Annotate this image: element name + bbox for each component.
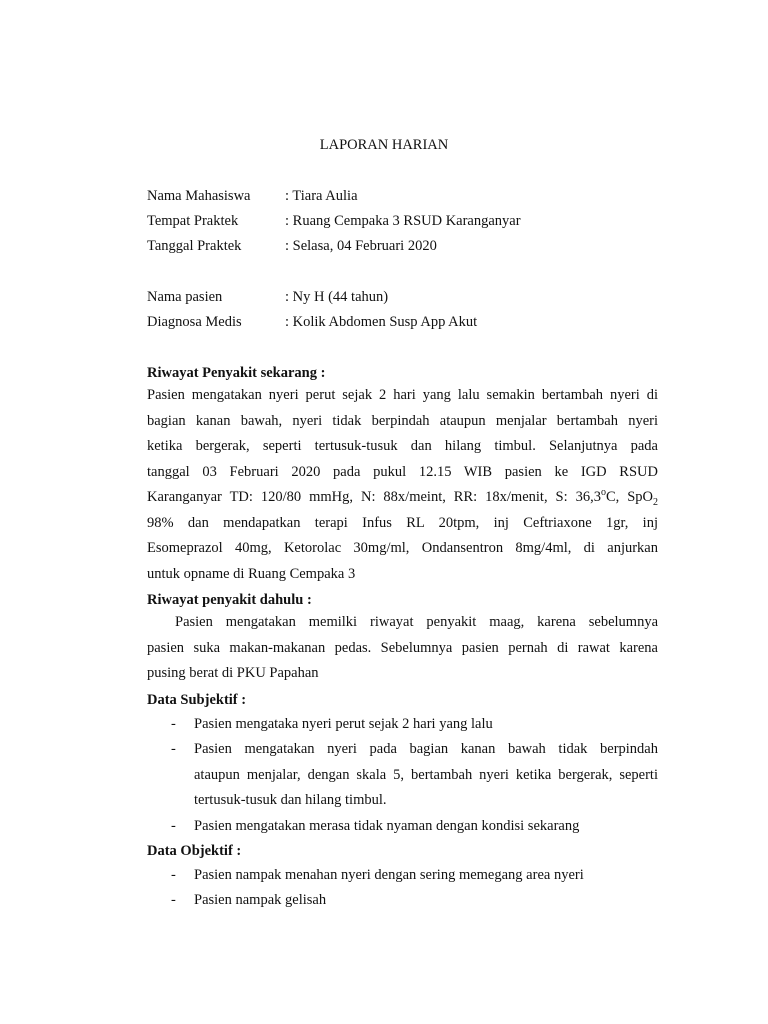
paragraph-line: Pasien mengatakan nyeri perut sejak 2 hari yang lalu semakin bertambah nyeri di	[147, 387, 658, 403]
list-item-text	[194, 814, 658, 840]
info-label: Tanggal Praktek	[147, 238, 242, 254]
bullet-dash: -	[171, 818, 176, 834]
paragraph-line: bagian kanan bawah, nyeri tidak berpindah ataupun menjalar bertambah nyeri	[147, 412, 658, 429]
paragraph-line: tanggal 03 Februari 2020 pada pukul 12.15 WIB pasien ke IGD RSUD	[147, 463, 658, 480]
info-label: Tempat Praktek	[147, 213, 239, 229]
list-item-line: Pasien mengatakan merasa tidak nyaman dengan kondisi sekarang	[194, 818, 580, 834]
paragraph-riwayat-dahulu	[147, 610, 658, 687]
list-item-line: ataupun menjalar, dengan skala 5, bertambah nyeri ketika bergerak, seperti	[194, 766, 658, 783]
bullet-dash: -	[171, 716, 176, 732]
info-label: Diagnosa Medis	[147, 314, 242, 330]
paragraph-line: Esomeprazol 40mg, Ketorolac 30mg/ml, Ondansentron 8mg/4ml, di anjurkan	[147, 540, 658, 556]
list-item-line: Pasien mengatakan nyeri pada bagian kanan bawah tidak berpindah	[194, 741, 658, 757]
list-item-line: Pasien mengataka nyeri perut sejak 2 hari yang lalu	[194, 716, 493, 732]
bullet-dash: -	[171, 867, 176, 883]
list-item-text	[194, 712, 658, 738]
paragraph-line: ketika bergerak, seperti tertusuk-tusuk dan hilang timbul. Selanjutnya pada	[147, 438, 658, 454]
section-heading-data-objektif: Data Objektif :	[147, 843, 242, 859]
section-heading-riwayat-sekarang: Riwayat Penyakit sekarang :	[147, 365, 326, 381]
paragraph-line-vitals	[147, 485, 658, 511]
info-value: : Tiara Aulia	[285, 188, 358, 204]
info-value: : Ruang Cempaka 3 RSUD Karanganyar	[285, 213, 521, 229]
paragraph-line: 98% dan mendapatkan terapi Infus RL 20tpm, inj Ceftriaxone 1gr, inj	[147, 514, 658, 531]
document-title: LAPORAN HARIAN	[319, 137, 449, 153]
paragraph-line: untuk opname di Ruang Cempaka 3	[147, 565, 356, 582]
paragraph-line: pasien suka makan-makanan pedas. Sebelumnya pasien pernah di rawat karena	[147, 639, 658, 656]
info-label: Nama Mahasiswa	[147, 188, 251, 204]
list-item-text	[194, 863, 658, 889]
spo2-sub: 2	[653, 496, 658, 508]
info-value: : Kolik Abdomen Susp App Akut	[285, 314, 478, 330]
info-value: : Selasa, 04 Februari 2020	[285, 238, 437, 254]
section-heading-data-subjektif: Data Subjektif :	[147, 692, 247, 708]
info-label: Nama pasien	[147, 289, 223, 305]
bullet-dash: -	[171, 892, 176, 908]
info-value: : Ny H (44 tahun)	[285, 289, 389, 305]
list-item-line: Pasien nampak menahan nyeri dengan sering memegang area nyeri	[194, 867, 584, 883]
list-item-text	[194, 737, 658, 814]
vitals-tail: C, SpO	[605, 489, 653, 505]
paragraph-riwayat-sekarang	[147, 383, 658, 587]
section-heading-riwayat-dahulu: Riwayat penyakit dahulu :	[147, 592, 312, 608]
degree-sup: o	[600, 487, 606, 499]
paragraph-line: pusing berat di PKU Papahan	[147, 665, 319, 681]
list-item-line: Pasien nampak gelisah	[194, 892, 327, 908]
list-item-text	[194, 888, 658, 914]
vitals-text: Karanganyar TD: 120/80 mmHg, N: 88x/meint, RR: 18x/menit, S: 36,3	[147, 489, 601, 505]
list-item-line: tertusuk-tusuk dan hilang timbul.	[194, 792, 387, 808]
paragraph-line: Pasien mengatakan memilki riwayat penyakit maag, karena sebelumnya	[175, 614, 658, 630]
bullet-dash: -	[171, 741, 176, 757]
